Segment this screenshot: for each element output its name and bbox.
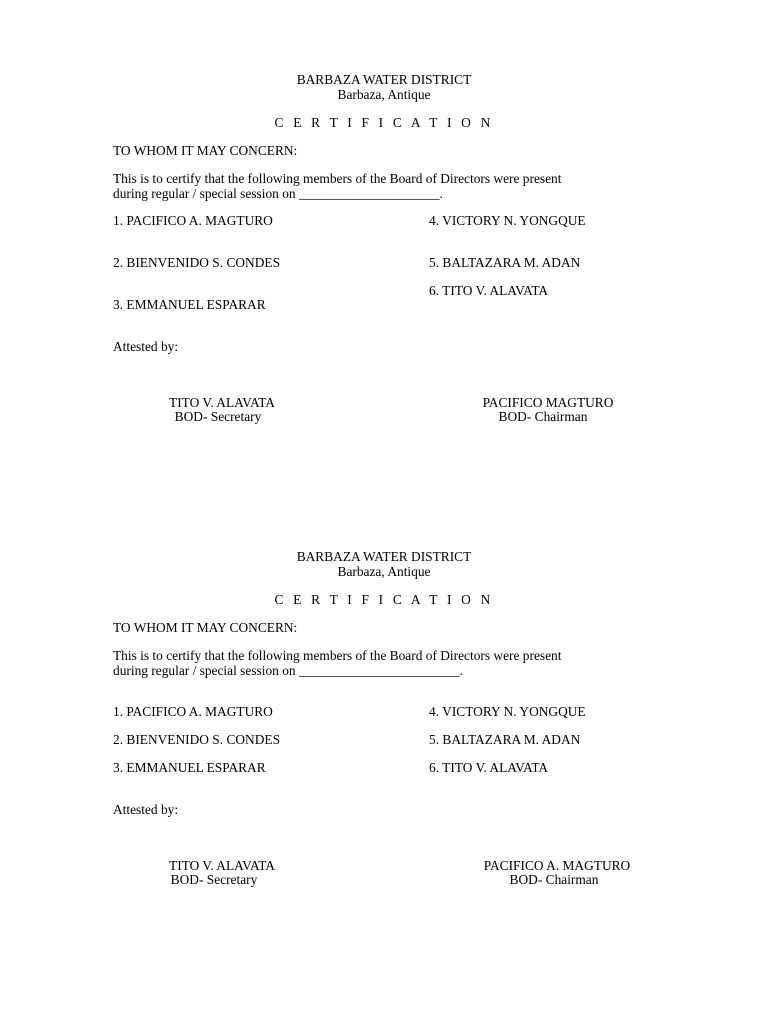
signatory-name: PACIFICO MAGTURO: [482, 395, 614, 410]
document-title: C E R T I F I C A T I O N: [274, 592, 494, 607]
body-text-line-1: This is to certify that the following members of the Board of Directors were present: [113, 648, 562, 663]
signatory-position: BOD- Secretary: [174, 409, 262, 424]
attested-by-label: Attested by:: [113, 802, 179, 817]
org-location: Barbaza, Antique: [337, 564, 431, 579]
salutation: TO WHOM IT MAY CONCERN:: [113, 143, 298, 158]
member-item: 5. BALTAZARA M. ADAN: [429, 255, 581, 270]
org-location: Barbaza, Antique: [337, 87, 431, 102]
signatory-position: BOD- Chairman: [509, 872, 599, 887]
signatory-position: BOD- Secretary: [170, 872, 258, 887]
signatory-position: BOD- Chairman: [498, 409, 588, 424]
attested-by-label: Attested by:: [113, 339, 179, 354]
member-item: 4. VICTORY N. YONGQUE: [429, 704, 586, 719]
member-item: 3. EMMANUEL ESPARAR: [113, 760, 266, 775]
signatory-name: TITO V. ALAVATA: [169, 395, 275, 410]
member-item: 6. TITO V. ALAVATA: [429, 283, 549, 298]
body-text-line-1: This is to certify that the following members of the Board of Directors were present: [113, 171, 562, 186]
member-item: 6. TITO V. ALAVATA: [429, 760, 549, 775]
member-item: 5. BALTAZARA M. ADAN: [429, 732, 581, 747]
org-name: BARBAZA WATER DISTRICT: [296, 72, 472, 87]
member-item: 1. PACIFICO A. MAGTURO: [113, 704, 273, 719]
salutation: TO WHOM IT MAY CONCERN:: [113, 620, 298, 635]
signatory-name: TITO V. ALAVATA: [169, 858, 275, 873]
document-title: C E R T I F I C A T I O N: [274, 115, 494, 130]
member-item: 1. PACIFICO A. MAGTURO: [113, 213, 273, 228]
body-text-line-2: during regular / special session on ________________________.: [113, 663, 463, 678]
member-item: 2. BIENVENIDO S. CONDES: [113, 255, 281, 270]
member-item: 3. EMMANUEL ESPARAR: [113, 297, 266, 312]
body-text-line-2: during regular / special session on _____________________.: [113, 186, 443, 201]
signatory-name: PACIFICO A. MAGTURO: [483, 858, 631, 873]
org-name: BARBAZA WATER DISTRICT: [296, 549, 472, 564]
member-item: 2. BIENVENIDO S. CONDES: [113, 732, 281, 747]
member-item: 4. VICTORY N. YONGQUE: [429, 213, 586, 228]
